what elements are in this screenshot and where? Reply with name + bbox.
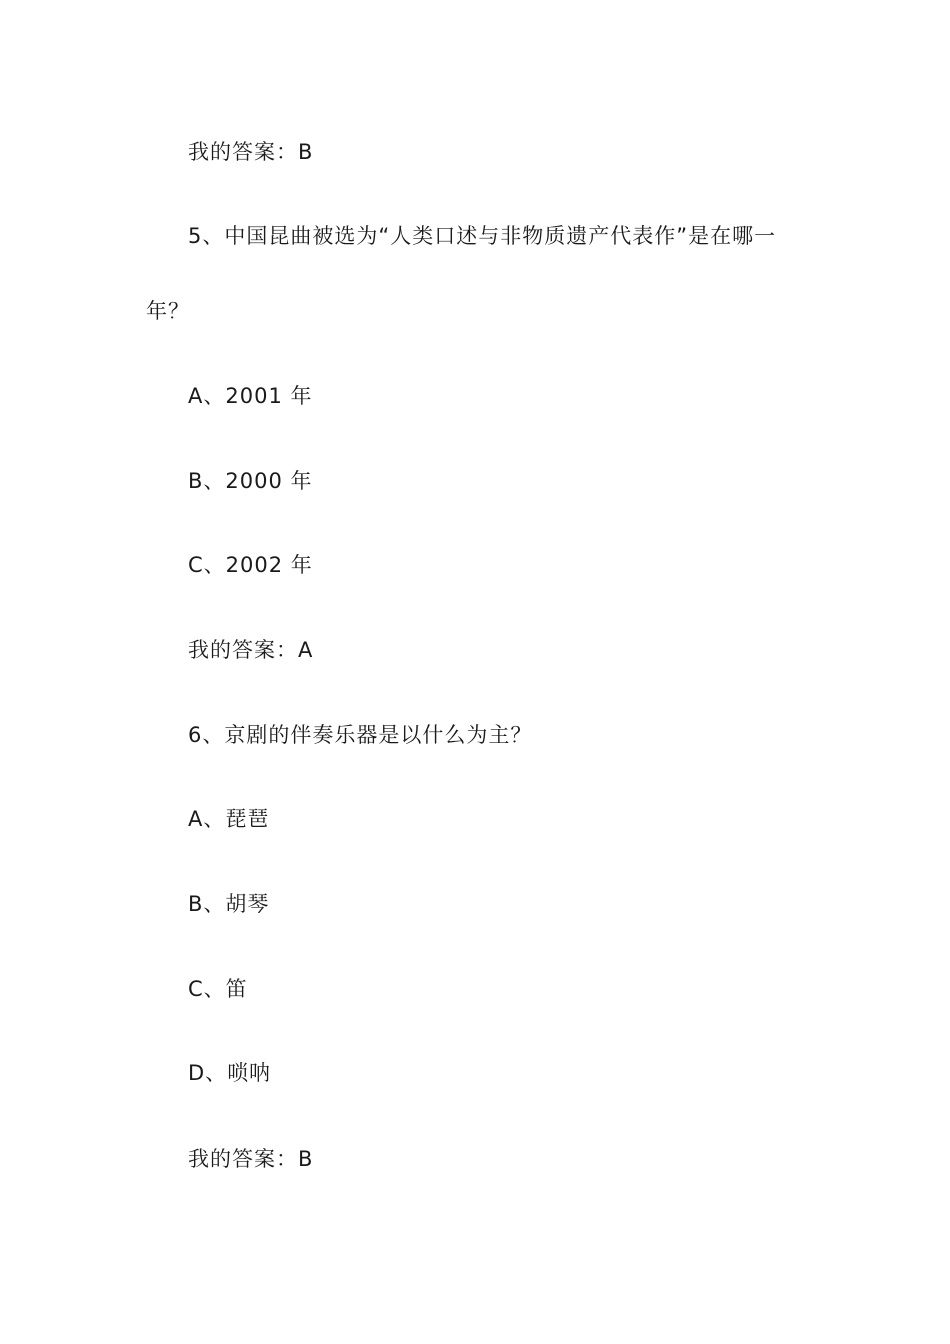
question-5-continued: 年？	[146, 299, 190, 323]
q6-option-a: A、琵琶	[188, 807, 270, 831]
q6-option-b: B、胡琴	[188, 892, 270, 916]
q5-option-a: A、2001 年	[188, 384, 313, 408]
question-6-text: 6、京剧的伴奏乐器是以什么为主？	[188, 723, 533, 747]
answer-q6: 我的答案：B	[188, 1147, 314, 1171]
question-5-text: 5、中国昆曲被选为“人类口述与非物质遗产代表作”是在哪一	[188, 224, 777, 248]
q6-option-d: D、唢呐	[188, 1061, 272, 1085]
answer-q5: 我的答案：A	[188, 638, 314, 662]
answer-q4: 我的答案：B	[188, 140, 314, 164]
q6-option-c: C、笛	[188, 977, 248, 1001]
q5-option-b: B、2000 年	[188, 469, 313, 493]
q5-option-c: C、2002 年	[188, 553, 313, 577]
